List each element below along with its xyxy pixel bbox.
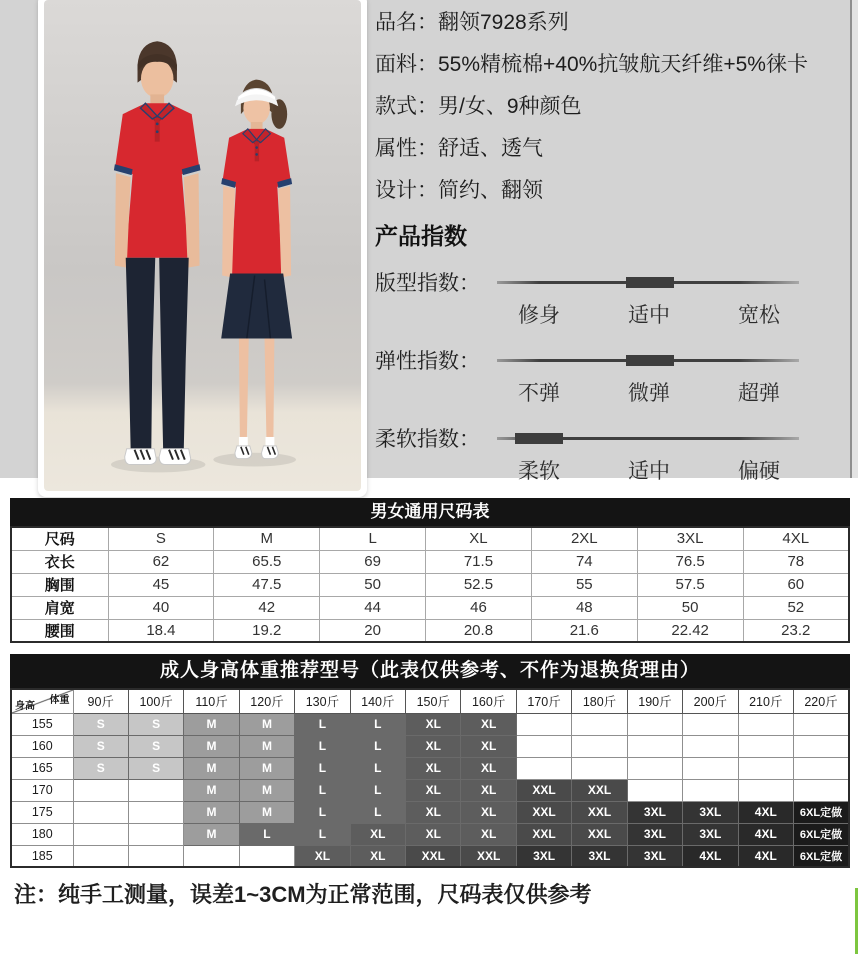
size-recommendation-cell: L [350,801,405,823]
table-row [11,596,849,619]
size-recommendation-cell: M [184,801,239,823]
slider-option: 柔软 [518,460,560,483]
size-recommendation-cell: L [295,823,350,845]
size-recommendation-cell [627,735,682,757]
size-recommendation-cell [128,801,183,823]
size-recommendation-cell: M [184,757,239,779]
info-row [375,90,853,120]
size-value-cell: 78 [743,550,849,573]
size-recommendation-cell: 4XL [683,845,738,867]
reco-table [10,688,850,868]
product-photo [38,0,367,497]
size-recommendation-cell: XL [295,845,350,867]
size-value-cell: 50 [320,573,426,596]
weight-header-cell: 180斤 [572,689,627,713]
weight-header-cell: 210斤 [738,689,793,713]
info-label: 品名： [375,11,438,34]
size-value-cell: 40 [108,596,214,619]
size-value-cell: 22.42 [637,619,743,642]
size-recommendation-cell: 6XL定做 [793,845,849,867]
info-value: 简约、翻领 [438,179,543,202]
size-recommendation-cell [627,779,682,801]
slider-label: 弹性指数： [375,350,480,373]
size-value-cell: 18.4 [108,619,214,642]
index-slider [375,267,853,329]
size-recommendation-cell: L [295,713,350,735]
size-recommendation-cell: XXL [516,779,571,801]
info-value: 翻领7928系列 [438,11,569,34]
size-recommendation-cell: XXL [516,823,571,845]
size-recommendation-cell: 3XL [683,801,738,823]
size-recommendation-cell: M [184,713,239,735]
size-recommendation-cell: L [350,735,405,757]
size-recommendation-cell: L [350,779,405,801]
table-row [11,550,849,573]
info-row [375,174,853,204]
size-recommendation-cell [793,735,849,757]
height-cell: 160 [11,735,73,757]
size-value-cell: 20 [320,619,426,642]
info-row [375,132,853,162]
size-column-header: XL [426,527,532,550]
size-recommendation-cell: M [239,779,294,801]
size-value-cell: 69 [320,550,426,573]
size-recommendation-cell: L [239,823,294,845]
size-row-label: 肩宽 [11,596,108,619]
weight-header-cell: 120斤 [239,689,294,713]
size-recommendation-cell: XXL [406,845,461,867]
info-row [375,6,853,36]
size-recommendation-cell: S [128,735,183,757]
slider-label: 柔软指数： [375,428,480,451]
size-recommendation-cell [683,757,738,779]
weight-header-cell: 140斤 [350,689,405,713]
weight-header-cell: 100斤 [128,689,183,713]
size-recommendation-cell [516,713,571,735]
info-row [375,48,853,78]
size-value-cell: 52 [743,596,849,619]
index-slider [375,423,853,485]
size-recommendation-cell: M [239,735,294,757]
height-cell: 180 [11,823,73,845]
size-recommendation-cell [516,735,571,757]
table-row [11,713,849,735]
size-column-header: S [108,527,214,550]
slider-label: 版型指数： [375,272,480,295]
table-row [11,823,849,845]
size-value-cell: 45 [108,573,214,596]
size-recommendation-cell: S [73,735,128,757]
size-value-cell: 50 [637,596,743,619]
size-recommendation-cell [239,845,294,867]
size-recommendation-cell: M [239,801,294,823]
size-value-cell: 57.5 [637,573,743,596]
height-cell: 155 [11,713,73,735]
size-recommendation-cell [793,779,849,801]
table-row [11,779,849,801]
size-recommendation-cell: 3XL [572,845,627,867]
info-label: 款式： [375,95,438,118]
size-recommendation-cell: 3XL [516,845,571,867]
size-recommendation-cell [738,757,793,779]
size-recommendation-cell: XL [406,757,461,779]
size-recommendation-cell [738,735,793,757]
slider-option: 超弹 [738,382,780,405]
corner-cell [11,689,73,713]
table-row [11,735,849,757]
size-value-cell: 20.8 [426,619,532,642]
size-recommendation-cell [738,779,793,801]
size-value-cell: 23.2 [743,619,849,642]
size-recommendation-cell [793,757,849,779]
size-recommendation-cell: 3XL [683,823,738,845]
size-row-label: 衣长 [11,550,108,573]
reco-table-section [10,654,850,868]
weight-header-cell: 90斤 [73,689,128,713]
size-value-cell: 48 [531,596,637,619]
size-recommendation-cell: M [239,757,294,779]
product-info-panel [375,6,853,485]
size-recommendation-cell: L [295,779,350,801]
size-recommendation-cell: XL [461,757,516,779]
size-recommendation-cell [683,779,738,801]
photo-background [44,0,361,491]
size-value-cell: 52.5 [426,573,532,596]
couple-illustration [44,0,361,491]
slider-track [497,359,799,362]
size-recommendation-cell [738,713,793,735]
size-value-cell: 55 [531,573,637,596]
size-table-title: 男女通用尺码表 [10,498,850,526]
size-recommendation-cell: XL [350,845,405,867]
size-row-label: 尺码 [11,527,108,550]
weight-header-cell: 130斤 [295,689,350,713]
size-value-cell: 65.5 [214,550,320,573]
size-recommendation-cell: 4XL [738,801,793,823]
size-recommendation-cell: S [128,757,183,779]
right-edge-strip [852,0,858,478]
table-row [11,757,849,779]
size-recommendation-cell [73,845,128,867]
size-recommendation-cell: S [73,713,128,735]
size-recommendation-cell [572,735,627,757]
size-recommendation-cell: XXL [572,779,627,801]
size-value-cell: 76.5 [637,550,743,573]
table-row [11,573,849,596]
size-recommendation-cell: L [295,757,350,779]
size-recommendation-cell: 6XL定做 [793,823,849,845]
size-recommendation-cell: 3XL [627,801,682,823]
size-column-header: 3XL [637,527,743,550]
height-cell: 175 [11,801,73,823]
weight-header-cell: 150斤 [406,689,461,713]
index-slider [375,345,853,407]
table-row [11,801,849,823]
size-recommendation-cell [184,845,239,867]
size-recommendation-cell: 6XL定做 [793,801,849,823]
size-recommendation-cell [516,757,571,779]
size-recommendation-cell: 3XL [627,823,682,845]
table-row [11,845,849,867]
info-label: 属性： [375,137,438,160]
size-recommendation-cell: M [184,823,239,845]
size-recommendation-cell: XL [406,801,461,823]
product-index-heading: 产品指数 [375,223,467,249]
size-value-cell: 60 [743,573,849,596]
weight-header-cell: 110斤 [184,689,239,713]
size-recommendation-cell [128,779,183,801]
size-recommendation-cell: XL [406,779,461,801]
size-recommendation-cell [128,845,183,867]
size-recommendation-cell [128,823,183,845]
size-recommendation-cell: M [184,735,239,757]
weight-header-cell: 160斤 [461,689,516,713]
size-recommendation-cell: L [350,757,405,779]
slider-marker [515,433,563,444]
info-label: 面料： [375,53,438,76]
size-value-cell: 47.5 [214,573,320,596]
info-value: 55%精梳棉+40%抗皱航天纤维+5%徕卡 [438,53,808,76]
size-value-cell: 46 [426,596,532,619]
slider-marker [626,277,674,288]
size-recommendation-cell: XXL [516,801,571,823]
size-recommendation-cell: XXL [572,801,627,823]
size-value-cell: 19.2 [214,619,320,642]
reco-table-title: 成人身高体重推荐型号（此表仅供参考、不作为退换货理由） [10,654,850,688]
size-value-cell: 42 [214,596,320,619]
slider-marker [626,355,674,366]
measurement-note: 注：纯手工测量，误差1~3CM为正常范围，尺码表仅供参考 [14,882,592,907]
size-recommendation-cell: XL [406,823,461,845]
size-row-label: 腰围 [11,619,108,642]
size-table [10,526,850,643]
corner-height-label: 身高 [15,700,35,712]
size-recommendation-cell: XXL [461,845,516,867]
corner-weight-label: 体重 [49,695,70,706]
size-value-cell: 44 [320,596,426,619]
size-recommendation-cell: XL [406,735,461,757]
size-recommendation-cell: XL [461,801,516,823]
size-table-section [10,498,850,643]
size-recommendation-cell [73,801,128,823]
size-recommendation-cell: M [239,713,294,735]
table-row [11,619,849,642]
info-value: 男/女、9种颜色 [438,95,582,118]
size-recommendation-cell: XL [461,779,516,801]
size-recommendation-cell: L [350,713,405,735]
size-recommendation-cell [793,713,849,735]
size-column-header: M [214,527,320,550]
weight-header-cell: 220斤 [793,689,849,713]
slider-track [497,437,799,440]
height-cell: 170 [11,779,73,801]
slider-option: 偏硬 [738,460,780,483]
size-value-cell: 71.5 [426,550,532,573]
weight-header-cell: 190斤 [627,689,682,713]
size-recommendation-cell [73,823,128,845]
size-recommendation-cell: XL [350,823,405,845]
size-recommendation-cell: M [184,779,239,801]
slider-option: 宽松 [738,304,780,327]
slider-option: 适中 [628,304,670,327]
size-recommendation-cell: 4XL [738,823,793,845]
size-recommendation-cell: XL [461,735,516,757]
height-cell: 165 [11,757,73,779]
size-recommendation-cell: 4XL [738,845,793,867]
size-recommendation-cell: 3XL [627,845,682,867]
size-recommendation-cell [572,713,627,735]
info-value: 舒适、透气 [438,137,543,160]
slider-option: 适中 [628,460,670,483]
size-column-header: L [320,527,426,550]
height-cell: 185 [11,845,73,867]
slider-option: 微弹 [628,382,670,405]
weight-header-cell: 200斤 [683,689,738,713]
info-label: 设计： [375,179,438,202]
size-recommendation-cell: S [73,757,128,779]
size-value-cell: 74 [531,550,637,573]
size-recommendation-cell: XL [406,713,461,735]
size-column-header: 2XL [531,527,637,550]
size-recommendation-cell [683,735,738,757]
size-column-header: 4XL [743,527,849,550]
size-recommendation-cell: L [295,735,350,757]
size-recommendation-cell [572,757,627,779]
slider-option: 修身 [518,304,560,327]
size-recommendation-cell: XL [461,823,516,845]
size-recommendation-cell [627,713,682,735]
size-recommendation-cell [73,779,128,801]
size-recommendation-cell: XXL [572,823,627,845]
size-row-label: 胸围 [11,573,108,596]
size-recommendation-cell: L [295,801,350,823]
size-recommendation-cell [627,757,682,779]
slider-option: 不弹 [518,382,560,405]
weight-header-cell: 170斤 [516,689,571,713]
size-recommendation-cell [683,713,738,735]
size-recommendation-cell: XL [461,713,516,735]
size-value-cell: 62 [108,550,214,573]
slider-track [497,281,799,284]
size-recommendation-cell: S [128,713,183,735]
size-value-cell: 21.6 [531,619,637,642]
